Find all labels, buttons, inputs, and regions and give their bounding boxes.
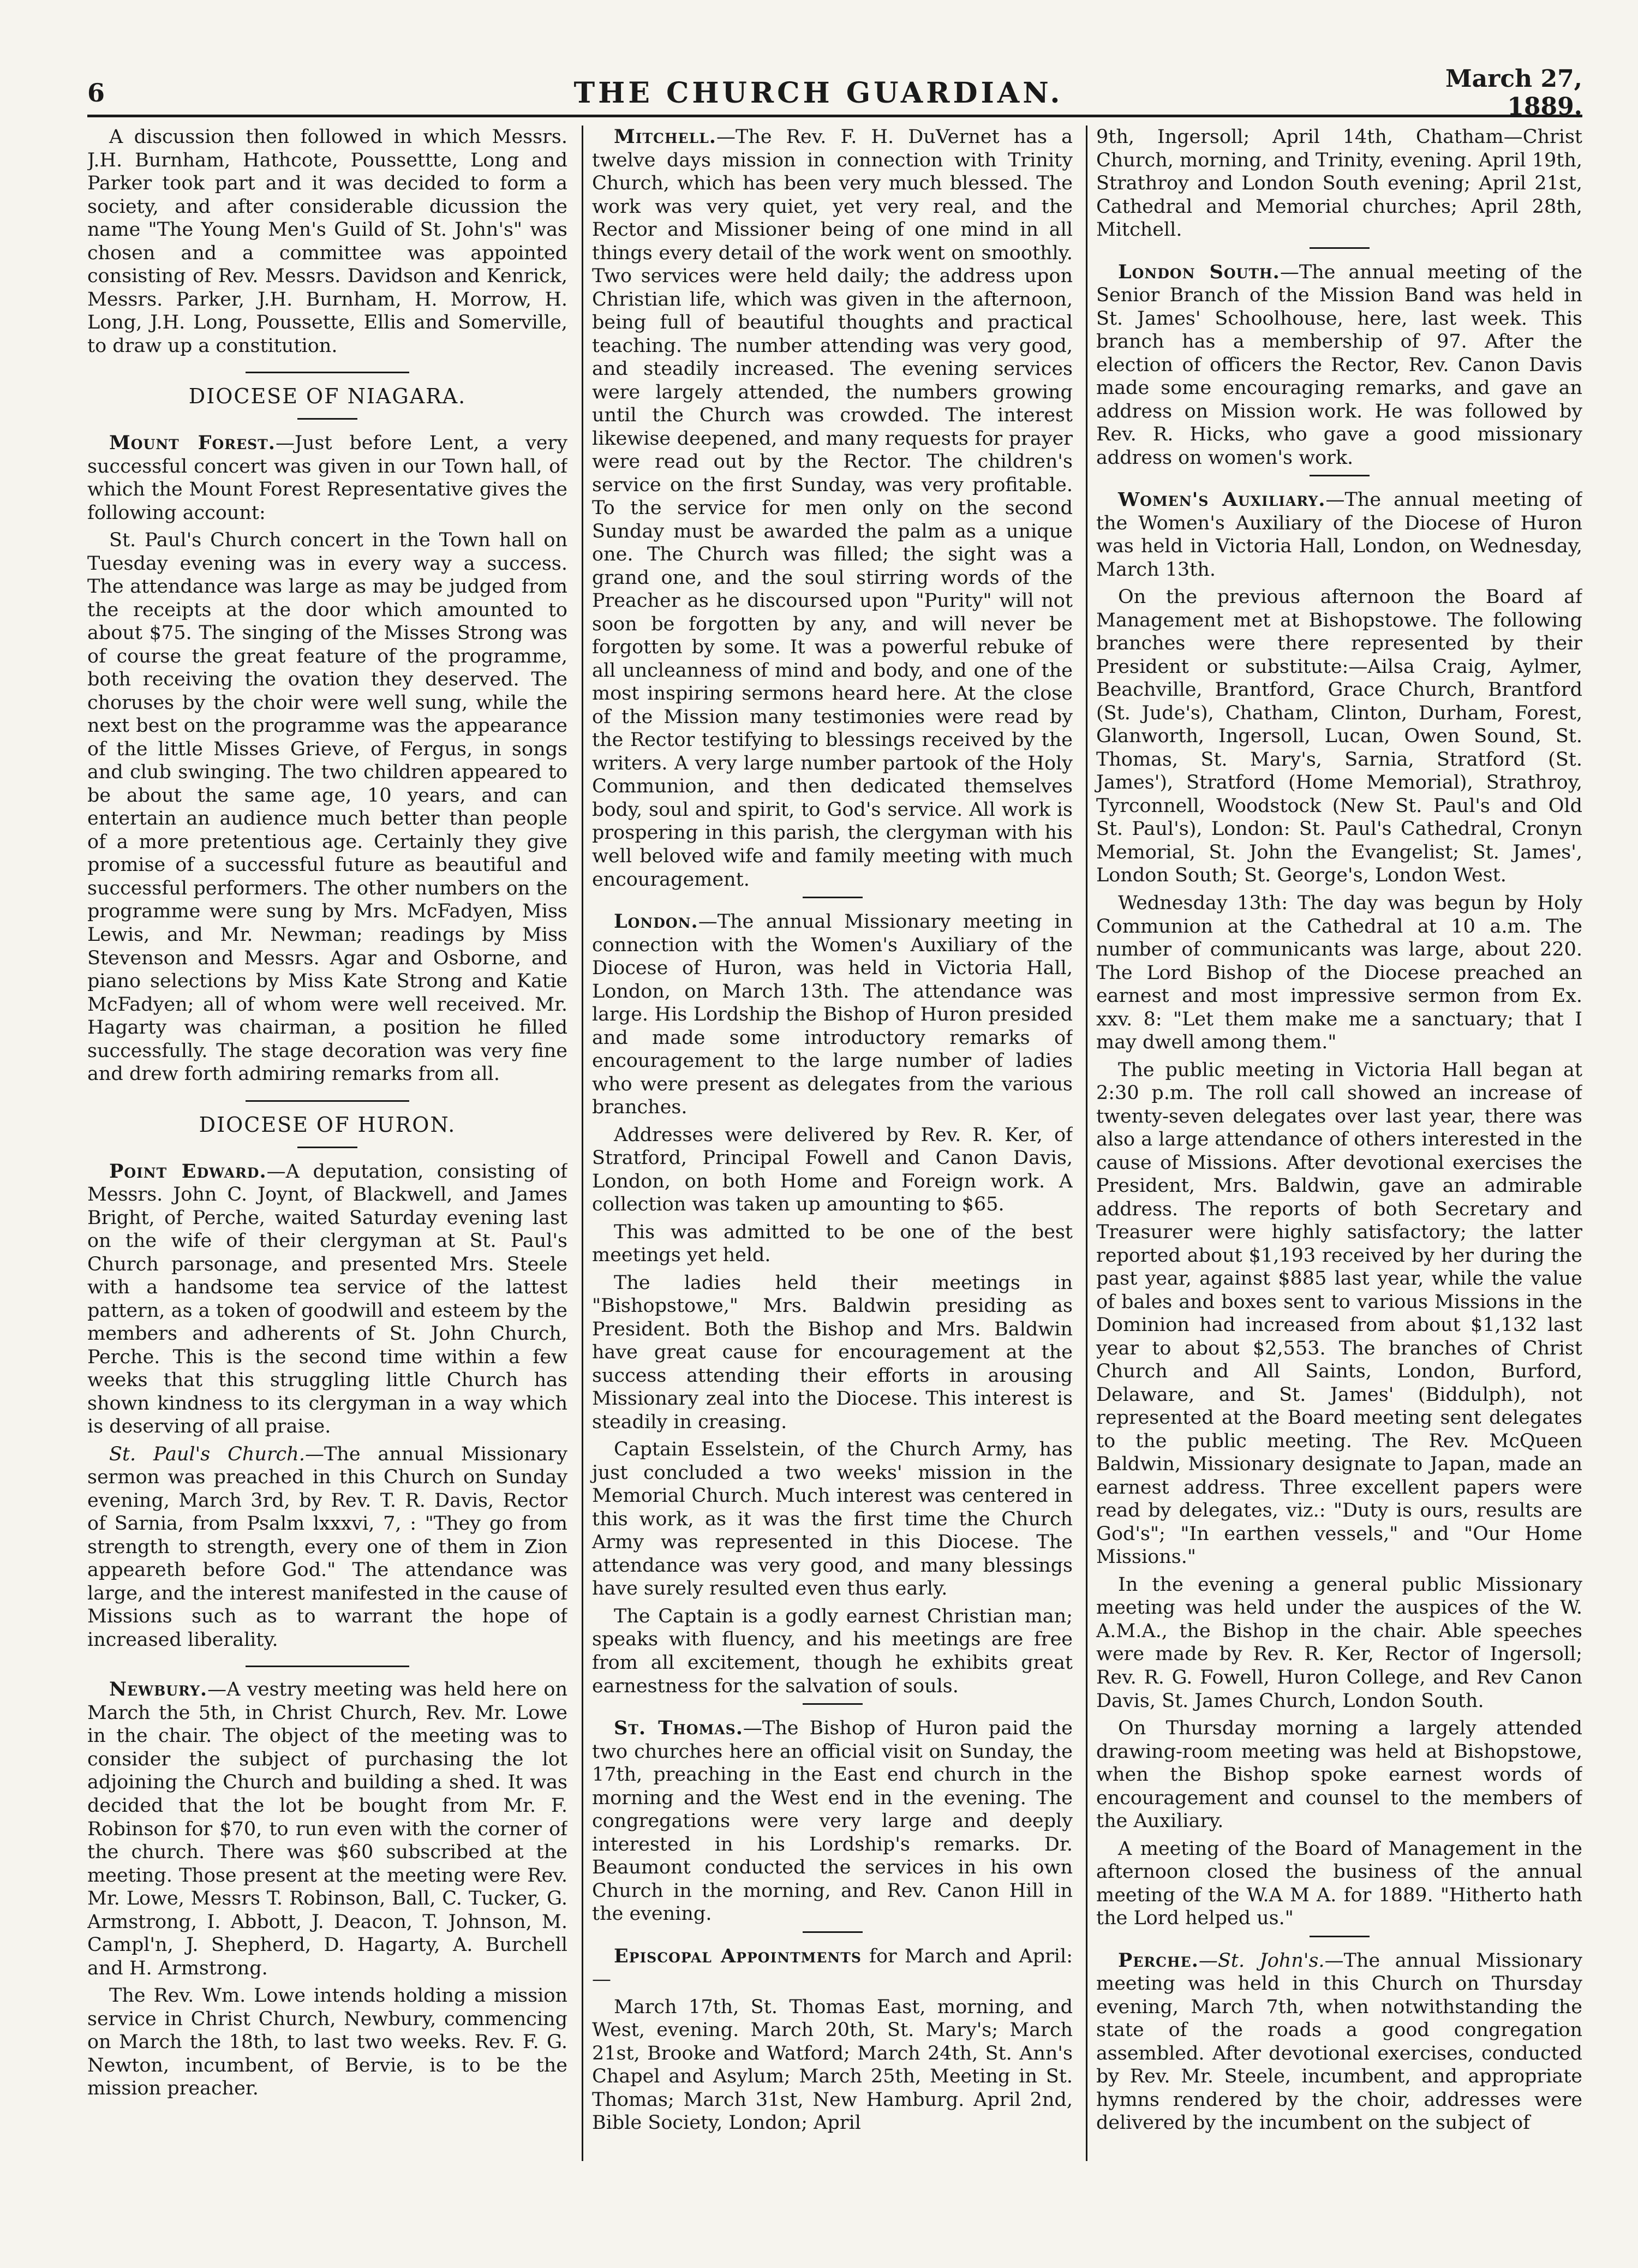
london-paragraph-5: Captain Esselstein, of the Church Army, has just concluded a two weeks' mission in the Memorial Church. Much interest was centered in this work, as it was the first time the Church Army was represented in this Diocese. The attendance was very good, and many blessings have surely resulted even thus early.	[592, 1439, 1073, 1600]
womens-aux-paragraph	[1096, 488, 1582, 581]
mitchell-text: —The Rev. F. H. DuVernet has a twelve days mission in connection with Trinity Church, which has been very much blessed. The work was very quiet, yet very real, and the Rector and Missioner being of one mind in all things every detail of the work went on smoothly. Two services were held daily; the address upon Christian life, which was given in the afternoon, being full of beautiful thoughts and practical teaching. The number attending was very good, and steadily increased. The evening services were largely attended, the numbers growing until the Church was crowded. The interest likewise deepened, and many requests for prayer were read out by the Rector. The children's service on the first Sunday, was very profitable. To the service for men only on the second Sunday must be awarded the palm as a unique one. The Church was filled; the sight was a grand one, and the soul stirring words of the Preacher as he discoursed upon "Purity" will not soon be forgotten by any, and will never be forgotten by some. It was a powerful rebuke of all uncleanness of mind and body, and one of the most inspiring sermons heard here. At the close of the Mission many testimonies were read by the Rector testifying to blessings received by the writers. A very large number partook of the Holy Communion, and then dedicated themselves body, soul and spirit, to God's service. All work is prospering in this parish, the clergyman with his well beloved wife and family meeting with much encouragement.	[592, 126, 1073, 891]
huron-heading: DIOCESE OF HURON.	[199, 1112, 456, 1137]
womens-aux-paragraph-7: A meeting of the Board of Management in the afternoon closed the business of the annual meeting of the W.A M A. for 1889. "Hitherto hath the Lord helped us."	[1096, 1837, 1582, 1930]
perche-text: —The annual Missionary meeting was held in this Church on Thursday evening, March 7th, when notwithstanding the state of the roads a good congregation assembled. After devotional exercises, conducted by Rev. Mr. Steele, incumbent, and appropriate hymns rendered by the choir, addresses were delivered by the incumbent on the subject of	[1096, 1949, 1582, 2134]
heading-rule	[297, 1147, 357, 1148]
mount-forest-lead: Mount Forest.	[109, 432, 276, 455]
womens-aux-text: —The annual meeting of the Women's Auxiliary of the Diocese of Huron was held in Victoria Hall, London, on Wednesday, March 13th.	[1096, 489, 1582, 581]
section-rule	[246, 1666, 409, 1667]
column-1	[87, 126, 567, 2161]
womens-aux-paragraph-5: In the evening a general public Missionary meeting was held under the auspices of the W. A.M.A., the Bishop in the chair. Able speeches were made by Rev. R. Ker, Rector of Ingersoll; Rev. R. G. Fowell, Huron College, and Rev Canon Davis, St. James Church, London South.	[1096, 1573, 1582, 1712]
point-edward-lead: Point Edward.	[109, 1160, 267, 1183]
section-rule	[803, 897, 863, 898]
womens-aux-paragraph-2: On the previous afternoon the Board af Management met at Bishopstowe. The following branches were there represented by their President or substitute:—Ailsa Craig, Aylmer, Beachville, Brantford, Grace Church, Brantford (St. Jude's), Chatham, Clinton, Durham, Forest, Glanworth, Ingersoll, Lucan, Owen Sound, St. Thomas, St. Mary's, Sarnia, Stratford (St. James'), Stratford (Home Memorial), Strathroy, Tyrconnell, Woodstock (New St. Paul's and Old St. Paul's), London: St. Paul's Cathedral, Cronyn Memorial, St. John the Evangelist; St. James', London South; St. George's, London West.	[1096, 586, 1582, 887]
column-3	[1086, 126, 1582, 2161]
perche-lead: Perche.	[1118, 1949, 1199, 1972]
section-rule	[246, 1100, 409, 1102]
st-thomas-lead: St. Thomas.	[614, 1717, 743, 1740]
section-rule	[803, 1703, 863, 1705]
london-south-text: —The annual meeting of the Senior Branch of the Mission Band was held in St. James' Schoolhouse, here, last week. This branch has a membership of 97. After the election of officers the Rector, Rev. Canon Davis made some encouraging remarks, and gave an address on Mission work. He was followed by Rev. R. Hicks, who gave a good missionary address on women's work.	[1096, 261, 1582, 469]
womens-aux-paragraph-3: Wednesday 13th: The day was begun by Holy Communion at the Cathedral at 10 a.m. The number of communicants was large, about 220. The Lord Bishop of the Diocese preached an earnest and most impressive sermon from Ex. xxv. 8: "Let them make me a sanctuary; that I may dwell among them."	[1096, 892, 1582, 1054]
newspaper-title: THE CHURCH GUARDIAN.	[573, 76, 1063, 110]
newbury-text: —A vestry meeting was held here on March the 5th, in Christ Church, Rev. Mr. Lowe in the chair. The object of the meeting was to consider the subject of purchasing the lot adjoining the Church and building a shed. It was decided that the lot be bought from Mr. F. Robinson for $70, to run even with the corner of the church. There was $60 subscribed at the meeting. Those present at the meeting were Rev. Mr. Lowe, Messrs T. Robinson, Ball, C. Tucker, G. Armstrong, I. Abbott, J. Deacon, T. Johnson, M. Campl'n, J. Shepherd, D. Hagarty, A. Burchell and H. Armstrong.	[87, 1679, 567, 1979]
womens-aux-paragraph-4: The public meeting in Victoria Hall began at 2:30 p.m. The roll call showed an increase of twenty-seven delegates over last year, there was also a large attendance of others interested in the cause of Missions. After devotional exercises the President, Mrs. Baldwin, gave an admirable address. The reports of both Secretary and Treasurer were highly satisfactory; the latter reported about $1,193 received by her during the past year, against $885 last year, while the value of bales and boxes sent to various Missions in the Dominion had increased from about $1,132 last year to about $2,553. The branches of Christ Church and All Saints, London, Burford, Delaware, and St. James' (Biddulph), not represented at the Board meeting sent delegates to the public meeting. The Rev. McQueen Baldwin, Missionary designate to Japan, made an earnest address. Three excellent papers were read by delegates, viz.: "Duty is ours, results are God's"; "In earthen vessels," and "Our Home Missions."	[1096, 1059, 1582, 1568]
page-header	[87, 65, 1582, 121]
mitchell-lead: Mitchell.	[614, 126, 716, 148]
appointments-intro: for March and April:—	[592, 1945, 1073, 1991]
london-paragraph-4: The ladies held their meetings in "Bishopstowe," Mrs. Baldwin presiding as President. Both the Bishop and Mrs. Baldwin have great cause for encouragement at the success attending their efforts in arousing Missionary zeal into the Diocese. This interest is steadily in creasing.	[592, 1272, 1073, 1433]
london-paragraph-6: The Captain is a godly earnest Christian man; speaks with fluency, and his meetings are free from all excitement, though he exhibits great earnestness for the salvation of souls.	[592, 1605, 1073, 1697]
perche-subtitle: —St. John's.	[1198, 1949, 1325, 1972]
page-number: 6	[87, 78, 105, 108]
newbury-mission-paragraph: The Rev. Wm. Lowe intends holding a mission service in Christ Church, Newbury, commencing on March the 18th, to last two weeks. Rev. F. G. Newton, incumbent, of Bervie, is to be the mission preacher.	[87, 1985, 567, 2100]
newbury-paragraph	[87, 1678, 567, 1980]
appointments-paragraph: March 17th, St. Thomas East, morning, and West, evening. March 20th, St. Mary's; March 21st, Brooke and Watford; March 24th, St. Ann's Chapel and Asylum; March 25th, Meeting in St. Thomas; March 31st, New Hamburg. April 2nd, Bible Society, London; April	[592, 1996, 1073, 2134]
mount-forest-paragraph	[87, 432, 567, 524]
appointments-lead: Episcopal Appointments	[614, 1944, 862, 1967]
london-paragraph-3: This was admitted to be one of the best meetings yet held.	[592, 1221, 1073, 1267]
mount-forest-text: —Just before Lent, a very successful concert was given in our Town hall, of which the Mount Forest Representative gives the following account:	[87, 432, 567, 524]
point-edward-paragraph	[87, 1160, 567, 1439]
point-edward-text: —A deputation, consisting of Messrs. John C. Joynt, of Blackwell, and James Bright, of Perche, waited Saturday evening last on the wife of their clergyman at St. Paul's Church parsonage, and presented Mrs. Steele with a handsome tea service of the lattest pattern, as a token of goodwill and esteem by the members and adherents of St. John Church, Perche. This is the second time within a few weeks that this struggling little Church has shown kindness to its clergyman in a way which is deserving of all praise.	[87, 1160, 567, 1438]
guild-paragraph: A discussion then followed in which Messrs. J.H. Burnham, Hathcote, Poussettte, Long and Parker took part and it was decided to form a society, and after considerable dicussion the name "The Young Men's Guild of St. John's" was chosen and a committee was appointed consisting of Rev. Messrs. Davidson and Kenrick, Messrs. Parker, J.H. Burnham, H. Morrow, H. Long, J.H. Long, Poussette, Ellis and Somerville, to draw up a constitution.	[87, 126, 567, 357]
perche-paragraph	[1096, 1949, 1582, 2135]
st-pauls-text: —The annual Missionary sermon was preached in this Church on Sunday evening, March 3rd, by Rev. T. R. Davis, Rector of Sarnia, from Psalm lxxxvi, 7, : "They go from strength to strength, every one of them in Zion appeareth before God." The attendance was large, and the interest manifested in the cause of Missions such as to warrant the hope of increased liberality.	[87, 1443, 567, 1651]
section-rule	[1310, 475, 1370, 476]
issue-date: March 27, 1889.	[1445, 65, 1582, 121]
heading-rule	[297, 418, 357, 420]
appointments-continued: 9th, Ingersoll; April 14th, Chatham—Christ Church, morning, and Trinity, evening. April 19th, Strathroy and London South evening; April 21st, Cathedral and Memorial churches; April 28th, Mitchell.	[1096, 126, 1582, 241]
london-text: —The annual Missionary meeting in connection with the Women's Auxiliary of the Diocese of Huron, was held in Victoria Hall, London, on March 13th. The attendance was large. His Lordship the Bishop of Huron presided and made some introductory remarks of encouragement to the large number of ladies who were present as delegates from the various branches.	[592, 911, 1073, 1119]
mitchell-paragraph	[592, 126, 1073, 891]
st-thomas-text: —The Bishop of Huron paid the two churches here an official visit on Sunday, the 17th, preaching in the East end church in the morning and the West end in the evening. The congregations were very large and deeply interested in his Lordship's remarks. Dr. Beaumont conducted the services in his own Church in the morning, and Rev. Canon Hill in the evening.	[592, 1717, 1073, 1925]
london-south-paragraph	[1096, 261, 1582, 470]
niagara-heading: DIOCESE OF NIAGARA.	[188, 384, 467, 409]
section-rule	[246, 372, 409, 373]
st-pauls-paragraph	[87, 1443, 567, 1652]
london-south-lead: London South.	[1118, 260, 1280, 283]
london-lead: London.	[614, 910, 698, 933]
london-paragraph	[592, 910, 1073, 1119]
st-pauls-lead: St. Paul's Church.	[109, 1443, 305, 1465]
st-thomas-paragraph	[592, 1717, 1073, 1926]
section-rule	[1310, 247, 1370, 249]
womens-aux-lead: Women's Auxiliary.	[1118, 488, 1326, 511]
newbury-lead: Newbury.	[109, 1678, 208, 1701]
london-paragraph-2: Addresses were delivered by Rev. R. Ker, of Stratford, Principal Fowell and Canon Davis, London, on both Home and Foreign work. A collection was taken up amounting to $65.	[592, 1124, 1073, 1216]
concert-paragraph: St. Paul's Church concert in the Town hall on Tuesday evening was in every way a success. The attendance was large as may be judged from the receipts at the door which amounted to about $75. The singing of the Misses Strong was of course the great feature of the programme, both receiving the ovation they deserved. The choruses by the choir were well sung, while the next best on the programme was the appearance of the little Misses Grieve, of Fergus, in songs and club swinging. The two children appeared to be about the same age, 10 years, and can entertain an audience much better than people of a more pretentious age. Certainly they give promise of a successful future as beautiful and successful performers. The other numbers on the programme were sung by Mrs. McFadyen, Miss Lewis, and Mr. Newman; readings by Miss Stevenson and Messrs. Agar and Osborne, and piano selections by Miss Kate Strong and Katie McFadyen; all of whom were well received. Mr. Hagarty was chairman, a position he filled successfully. The stage decoration was very fine and drew forth admiring remarks from all.	[87, 529, 567, 1085]
womens-aux-paragraph-6: On Thursday morning a largely attended drawing-room meeting was held at Bishopstowe, when the Bishop spoke earnest words of encouragement and counsel to the members of the Auxiliary.	[1096, 1717, 1582, 1833]
section-rule	[803, 1931, 863, 1933]
section-rule	[1310, 1936, 1370, 1937]
appointments-heading-paragraph	[592, 1945, 1073, 1991]
column-2	[582, 126, 1073, 2161]
